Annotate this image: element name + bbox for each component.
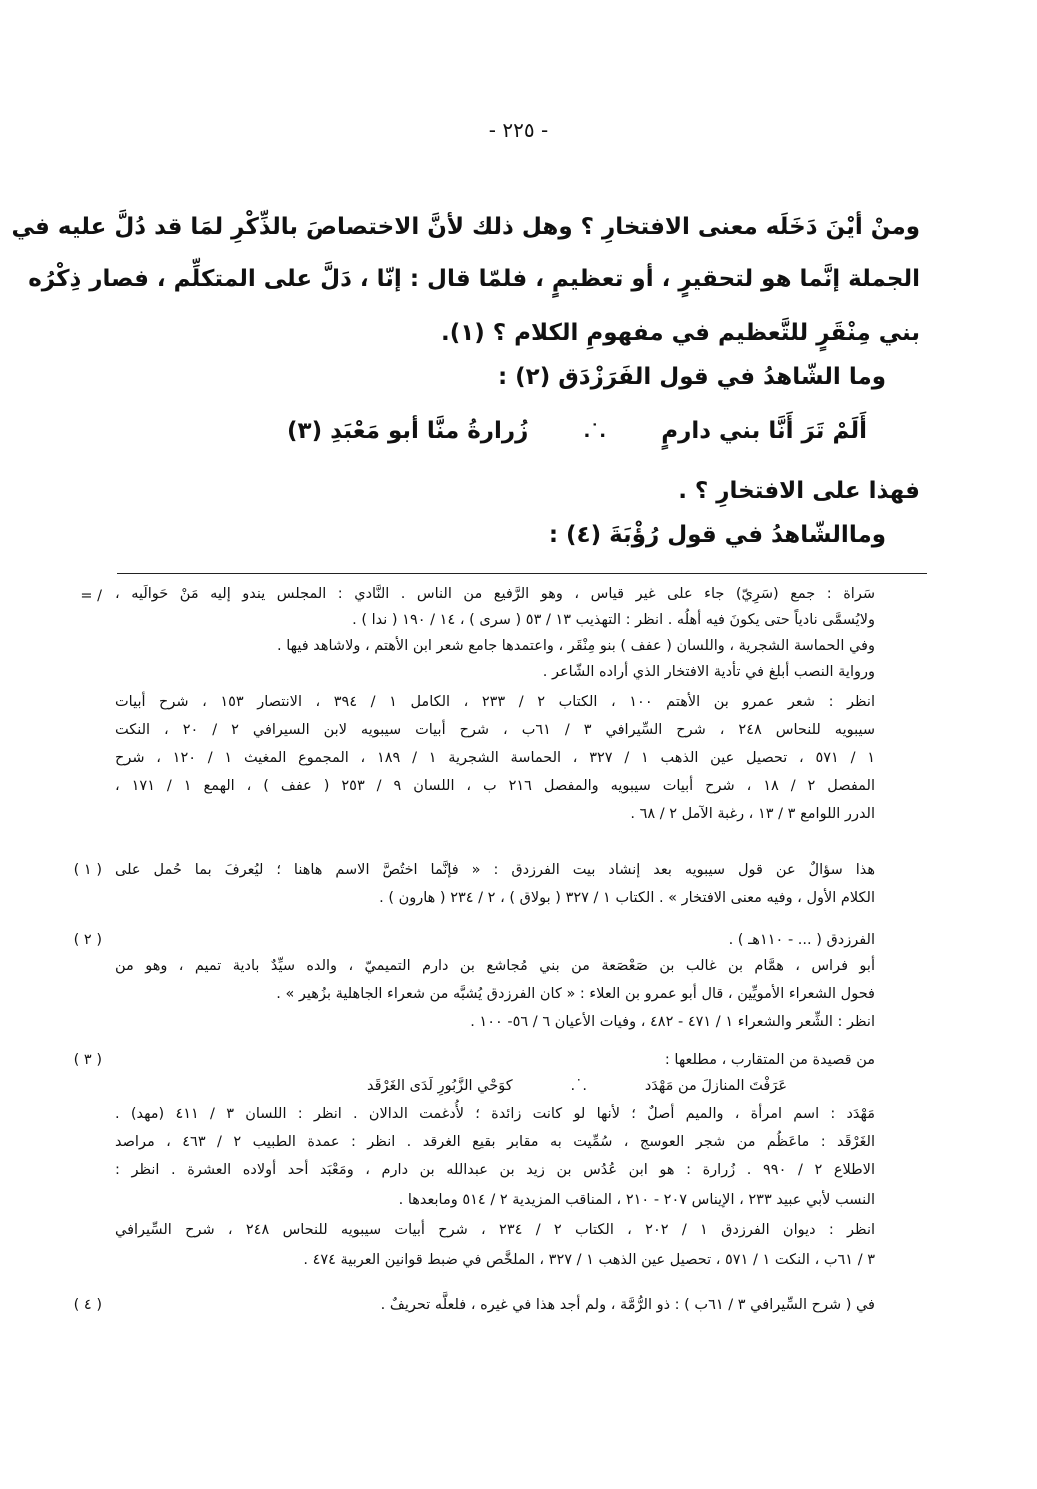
footnote-3-line: ٣ / ٦١ب ، النكت ١ / ٥٧١ ، تحصيل عين الذهب ١ / ٣٢٧ ، الملخَّص في ضبط قوانين العربية ٤٧٤ .: [303, 1252, 875, 1268]
footnote-4-marker: ( ٤ ): [73, 1297, 102, 1313]
main-line-4: وما الشّاهدُ في قول الفَرَزْدَق (٢) :: [497, 364, 886, 390]
footnote-line: الدرر اللوامع ٣ / ١٣ ، رغبة الآمل ٢ / ٦٨ .: [630, 806, 875, 822]
main-line-3: بني مِنْقَرٍ للتَّعظيم في مفهومِ الكلام ؟ (١).: [440, 320, 920, 346]
footnote-3-verse-first: عَرَفْتَ المنازلَ من مَهْدَد: [644, 1078, 787, 1094]
footnote-2-line: الفرزدق ( ... - ١١٠هـ ) .: [728, 932, 875, 948]
main-line-1: ومنْ أيْنَ دَخَلَه معنى الافتخارِ ؟ وهل ذلك لأنَّ الاختصاصَ بالذِّكْرِ لمَا قد دُلَّ عليه في: [11, 214, 920, 240]
footnote-3-line: الاطلاع ٢ / ٩٩٠ . زُرارة : هو ابن عُدُس بن زيد بن عبدالله بن دارم ، ومَعْبَد أحد أولاده العشرة . انظر :: [115, 1162, 875, 1178]
footnotes: [115, 0, 875, 1489]
footnote-3-line: النسب لأبي عبيد ٢٣٣ ، الإيناس ٢٠٧ - ٢١٠ ، المناقب المزيدية ٢ / ٥١٤ ومابعدها .: [398, 1192, 875, 1208]
footnote-2-marker: ( ٢ ): [73, 932, 102, 948]
footnote-1-line: الكلام الأول ، وفيه معنى الافتخار » . الكتاب ١ / ٣٢٧ ( بولاق ) ، ٢ / ٢٣٤ ( هارون ) .: [379, 890, 875, 906]
footnote-3-line: مَهْدَد : اسم امرأة ، والميم أصلٌ ؛ لأنها لو كانت زائدة ؛ لأُدغمت الدالان . انظر : اللسان ٣ / ٤١١ (مهد) .: [115, 1106, 875, 1122]
footnote-3-verse-separator: .˙.: [570, 1078, 587, 1094]
footnote-line: انظر : شعر عمرو بن الأهتم ١٠٠ ، الكتاب ٢ / ٢٣٣ ، الكامل ١ / ٣٩٤ ، الانتصار ١٥٣ ، شرح أبيات: [115, 694, 875, 710]
footnote-4-line: في ( شرح السِّيرافي ٣ / ٦١ب ) : ذو الرُّمَّة ، ولم أجد هذا في غيره ، فلعلَّه تحريفٌ .: [380, 1297, 875, 1313]
footnote-line: سَراة : جمع (سَرِيّ) جاء على غير قياس ، وهو الرَّفيع من الناس . النَّادي : المجلس يندو إليه مَنْ حَوالَيه ،: [115, 586, 875, 602]
footnote-line: المفصل ٢ / ١٨ ، شرح أبيات سيبويه والمفصل ٢١٦ ب ، اللسان ٩ / ٢٥٣ ( عفف ) ، الهمع ١ / ١٧١ ،: [115, 778, 875, 794]
footnote-3-marker: ( ٣ ): [73, 1052, 102, 1068]
footnote-3-intro: من قصيدة من المتقارب ، مطلعها :: [664, 1052, 875, 1068]
footnote-3-verse-second: كوَحْي الزَّبُورِ لَدَى الغَرْقَد: [367, 1078, 513, 1094]
verse-second-hemistich: زُرارةُ منَّا أبو مَعْبَدِ (٣): [287, 418, 529, 444]
verse-separator: .˙.: [583, 420, 607, 442]
footnote-2-line: فحول الشعراء الأمويِّين ، قال أبو عمرو بن العلاء : « كان الفرزدق يُشبَّه من شعراء الجاهلية بزُهير » .: [276, 986, 875, 1002]
footnote-1-marker: ( ١ ): [73, 862, 102, 878]
page-number: - ٢٢٥ -: [488, 118, 549, 142]
main-line-2: الجملة إنَّما هو لتحقيرٍ ، أو تعظيمٍ ، فلمّا قال : إنّا ، دَلَّ على المتكلِّم ، فصار ذِكْرُه: [28, 266, 920, 292]
footnote-line: ١ / ٥٧١ ، تحصيل عين الذهب ١ / ٣٢٧ ، الحماسة الشجرية ١ / ١٨٩ ، المجموع المغيث ١ / ١٢٠ ، شرح: [115, 750, 875, 766]
footnote-3-verse: [367, 1078, 787, 1094]
footnote-line: وفي الحماسة الشجرية ، واللسان ( عفف ) بنو مِنْقَر ، واعتمدها جامع شعر ابن الأهتم ، ولاشاهد فيها .: [277, 638, 875, 654]
verse-first-hemistich: أَلَمْ تَرَ أَنَّا بني دارمٍ: [661, 418, 867, 444]
footnote-2-line: أبو فراس ، همَّام بن غالب بن صَعْصَعة من بني مُجاشع بن دارم التميميّ ، والده سيِّدٌ بادية تميم ، وهو من: [115, 958, 875, 974]
footnote-1-line: هذا سؤالٌ عن قول سيبويه بعد إنشاد بيت الفرزدق : « فإنَّما اختُصَّ الاسم هاهنا ؛ ليُعرفَ بما حُمل على: [115, 862, 875, 878]
main-line-5: فهذا على الافتخارِ ؟ .: [678, 478, 920, 504]
footnote-3-line: انظر : ديوان الفرزدق ١ / ٢٠٢ ، الكتاب ٢ / ٢٣٤ ، شرح أبيات سيبويه للنحاس ٢٤٨ ، شرح السِّيرافي: [115, 1222, 876, 1238]
footnote-line: ولايُسمَّى نادياً حتى يكونَ فيه أهلُه . انظر : التهذيب ١٣ / ٥٣ ( سرى ) ، ١٤ / ١٩٠ ( ندا ) .: [352, 612, 875, 628]
footnote-line: سيبويه للنحاس ٢٤٨ ، شرح السِّيرافي ٣ / ٦١ب ، شرح أبيات سيبويه لابن السيرافي ٢ / ٢٠ ، النكت: [115, 722, 876, 738]
main-line-6: وماالشّاهدُ في قول رُؤْبَةَ (٤) :: [548, 522, 886, 548]
footnote-continued-marker: / =: [80, 588, 102, 604]
footnote-line: ورواية النصب أبلغ في تأدية الافتخار الذي أراده الشّاعر .: [542, 664, 875, 680]
footnote-2-line: انظر : الشِّعر والشعراء ١ / ٤٧١ - ٤٨٢ ، وفيات الأعيان ٦ / ٥٦- ١٠٠ .: [470, 1014, 875, 1030]
footnote-3-line: الغَرْقَد : ماعَظُم من شجر العوسج ، سُمِّيت به مقابر بقيع الغرقد . انظر : عمدة الطبيب ٢ / ٤٦٣ ، مراصد: [115, 1134, 875, 1150]
